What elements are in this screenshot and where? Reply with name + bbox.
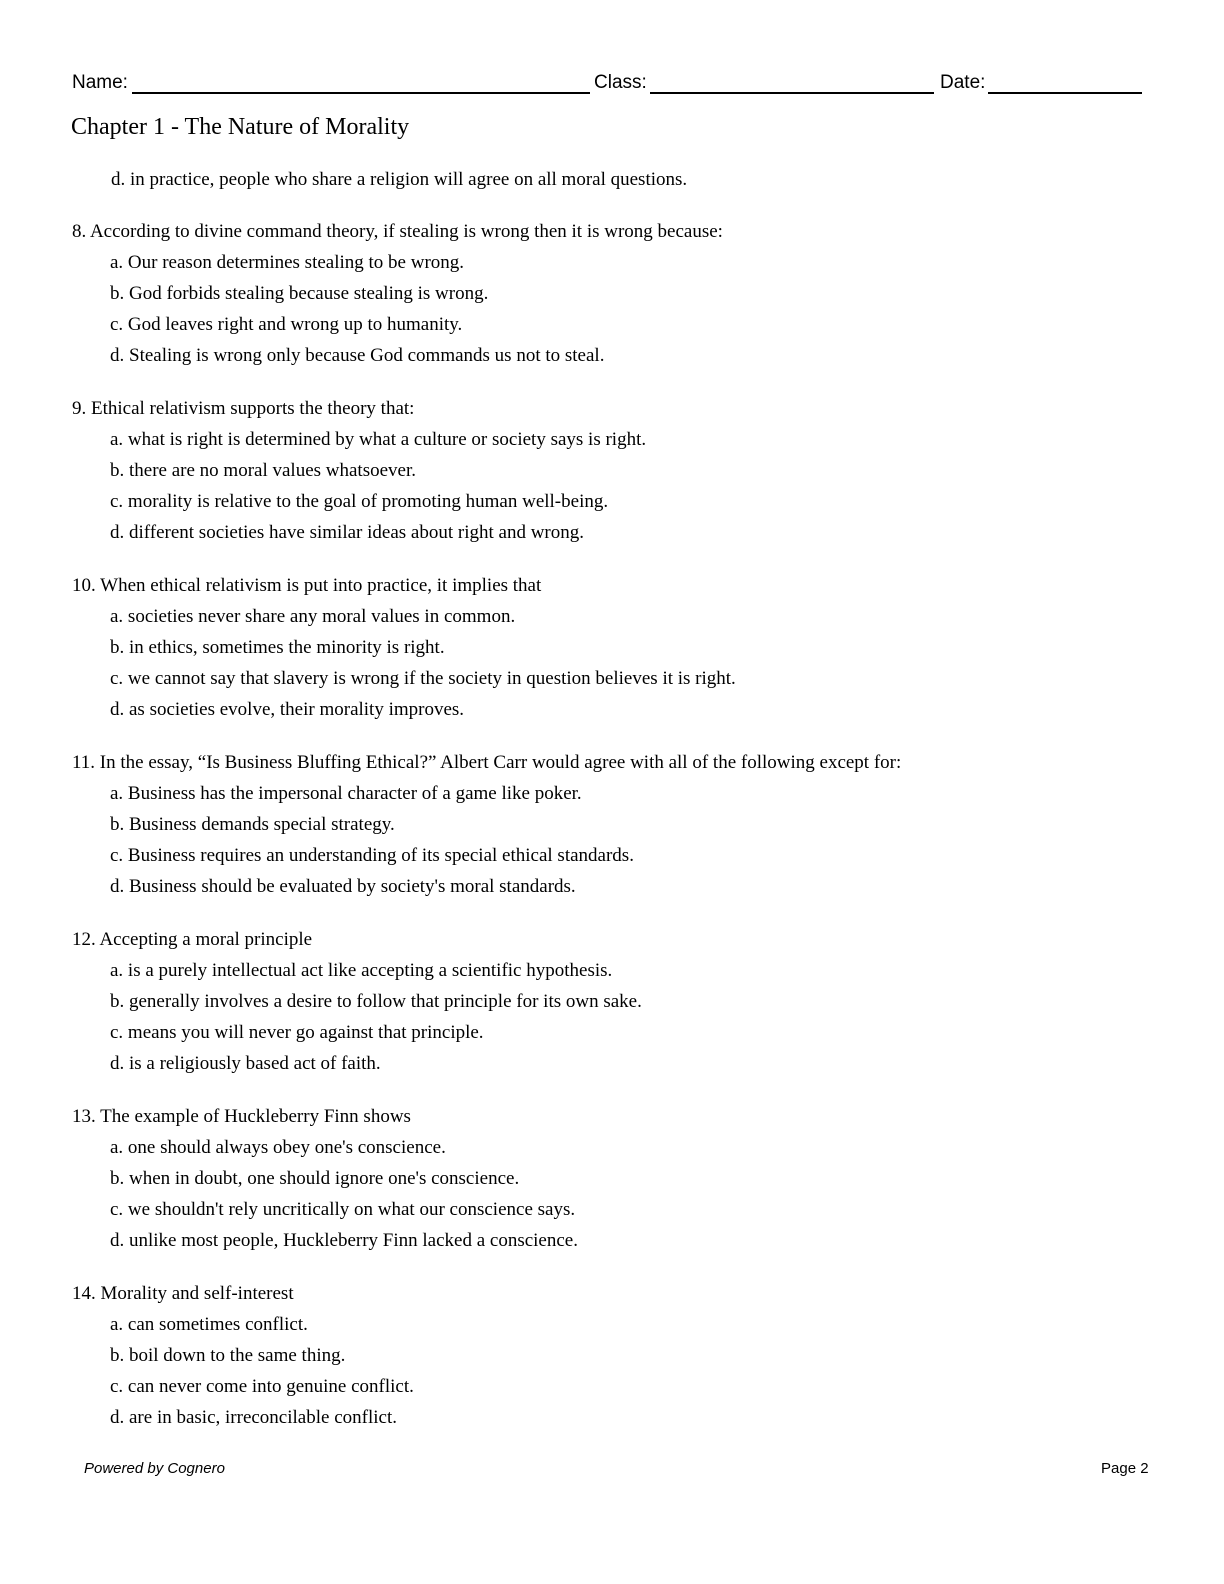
question-block (72, 1279, 1152, 1433)
question-stem: 13. The example of Huckleberry Finn shows (72, 1106, 411, 1127)
question-stem: 14. Morality and self-interest (72, 1283, 294, 1304)
answer-option: a. what is right is determined by what a culture or society says is right. (110, 429, 647, 450)
date-field-line (988, 92, 1142, 94)
question-block (72, 394, 1152, 548)
answer-option: b. generally involves a desire to follow that principle for its own sake. (110, 991, 642, 1012)
answer-option: d. unlike most people, Huckleberry Finn lacked a conscience. (110, 1230, 578, 1251)
question-stem: 8. According to divine command theory, if stealing is wrong then it is wrong because: (72, 221, 723, 242)
answer-option: c. we shouldn't rely uncritically on what our conscience says. (110, 1199, 576, 1220)
answer-option: c. means you will never go against that principle. (110, 1022, 484, 1043)
answer-option: a. societies never share any moral values in common. (110, 606, 516, 627)
continued-option: d. in practice, people who share a religion will agree on all moral questions. (111, 169, 688, 190)
answer-option: a. is a purely intellectual act like accepting a scientific hypothesis. (110, 960, 613, 981)
answer-option: c. God leaves right and wrong up to humanity. (110, 314, 463, 335)
chapter-title: Chapter 1 - The Nature of Morality (71, 114, 410, 140)
answer-option: d. is a religiously based act of faith. (110, 1053, 381, 1074)
worksheet-header (72, 70, 1144, 98)
answer-option: d. Business should be evaluated by society's moral standards. (110, 876, 576, 897)
question-list (72, 165, 1152, 1433)
class-label: Class: (594, 72, 647, 93)
answer-option: b. in ethics, sometimes the minority is right. (110, 637, 445, 658)
question-block (72, 748, 1152, 902)
powered-by-text: Powered by Cognero (84, 1460, 225, 1477)
name-field-line (132, 92, 590, 94)
answer-option: a. Our reason determines stealing to be wrong. (110, 252, 465, 273)
answer-option: b. Business demands special strategy. (110, 814, 395, 835)
question-stem: 9. Ethical relativism supports the theory that: (72, 398, 415, 419)
answer-option: d. as societies evolve, their morality improves. (110, 699, 465, 720)
name-label: Name: (72, 72, 128, 93)
answer-option: a. one should always obey one's conscience. (110, 1137, 446, 1158)
answer-option: d. different societies have similar ideas about right and wrong. (110, 522, 584, 543)
answer-option: d. Stealing is wrong only because God commands us not to steal. (110, 345, 605, 366)
class-field-line (650, 92, 934, 94)
page-number: Page 2 (1101, 1460, 1149, 1477)
answer-option: c. can never come into genuine conflict. (110, 1376, 414, 1397)
answer-option: b. there are no moral values whatsoever. (110, 460, 416, 481)
answer-option: c. morality is relative to the goal of promoting human well-being. (110, 491, 609, 512)
question-stem: 11. In the essay, “Is Business Bluffing Ethical?” Albert Carr would agree with all of the following except for: (72, 752, 902, 773)
answer-option: b. God forbids stealing because stealing is wrong. (110, 283, 489, 304)
question-block (72, 571, 1152, 725)
question-block (72, 217, 1152, 371)
question-block (72, 1102, 1152, 1256)
answer-option: a. Business has the impersonal character of a game like poker. (110, 783, 582, 804)
answer-option: b. boil down to the same thing. (110, 1345, 346, 1366)
answer-option: c. we cannot say that slavery is wrong if the society in question believes it is right. (110, 668, 736, 689)
date-label: Date: (940, 72, 986, 93)
question-block (72, 925, 1152, 1079)
question-stem: 12. Accepting a moral principle (72, 929, 313, 950)
answer-option: a. can sometimes conflict. (110, 1314, 308, 1335)
answer-option: b. when in doubt, one should ignore one's conscience. (110, 1168, 520, 1189)
question-stem: 10. When ethical relativism is put into practice, it implies that (72, 575, 542, 596)
answer-option: d. are in basic, irreconcilable conflict. (110, 1407, 397, 1428)
answer-option: c. Business requires an understanding of its special ethical standards. (110, 845, 634, 866)
